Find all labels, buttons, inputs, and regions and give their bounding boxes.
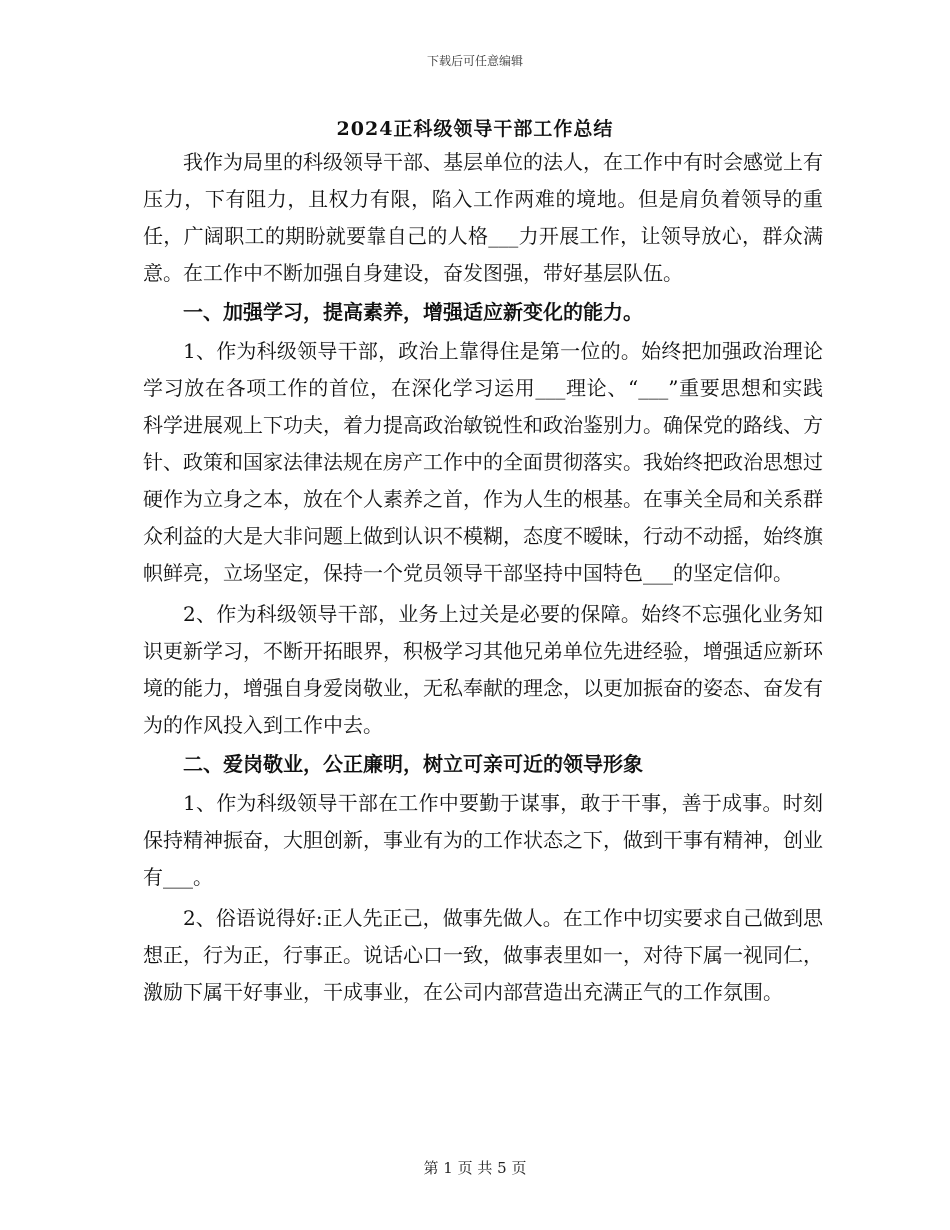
paragraph-2-2: 2、俗语说得好:正人先正己，做事先做人。在工作中切实要求自己做到思想正，行为正，行事正。说话心口一致，做事表里如一，对待下属一视同仁，激励下属干好事业，干成事业，在公司内部营造出充满正气的工作氛围。 <box>143 906 823 1004</box>
paragraph-1-2: 2、作为科级领导干部，业务上过关是必要的保障。始终不忘强化业务知识更新学习，不断开拓眼界，积极学习其他兄弟单位先进经验，增强适应新环境的能力，增强自身爱岗敬业，无私奉献的理念，以更加振奋的姿态、奋发有为的作风投入到工作中去。 <box>143 602 823 737</box>
page-number: 第 1 页 共 5 页 <box>423 1159 527 1177</box>
section-heading-2: 二、爱岗敬业，公正廉明，树立可亲可近的领导形象 <box>183 752 643 776</box>
header-note: 下载后可任意编辑 <box>426 54 523 68</box>
paragraph-intro: 我作为局里的科级领导干部、基层单位的法人，在工作中有时会感觉上有压力，下有阻力，且权力有限，陷入工作两难的境地。但是肩负着领导的重任，广阔职工的期盼就要靠自己的人格___力开展工作，让领导放心，群众满意。在工作中不断加强自身建设，奋发图强，带好基层队伍。 <box>143 150 823 285</box>
document-body <box>143 144 823 1011</box>
paragraph-2-1: 1、作为科级领导干部在工作中要勤于谋事，敢于干事，善于成事。时刻保持精神振奋，大胆创新，事业有为的工作状态之下，做到干事有精神，创业有___。 <box>143 791 823 889</box>
document-title: 2024正科级领导干部工作总结 <box>336 118 614 140</box>
section-heading-1: 一、加强学习，提高素养，增强适应新变化的能力。 <box>183 300 643 324</box>
paragraph-1-1: 1、作为科级领导干部，政治上靠得住是第一位的。始终把加强政治理论学习放在各项工作的首位，在深化学习运用___理论、“___”重要思想和实践科学进展观上下功夫，着力提高政治敏锐性和政治鉴别力。确保党的路线、方针、政策和国家法律法规在房产工作中的全面贯彻落实。我始终把政治思想过硬作为立身之本，放在个人素养之首，作为人生的根基。在事关全局和关系群众利益的大是大非问题上做到认识不模糊，态度不暧昧，行动不动摇，始终旗帜鲜亮，立场坚定，保持一个党员领导干部坚持中国特色___的坚定信仰。 <box>143 339 823 585</box>
